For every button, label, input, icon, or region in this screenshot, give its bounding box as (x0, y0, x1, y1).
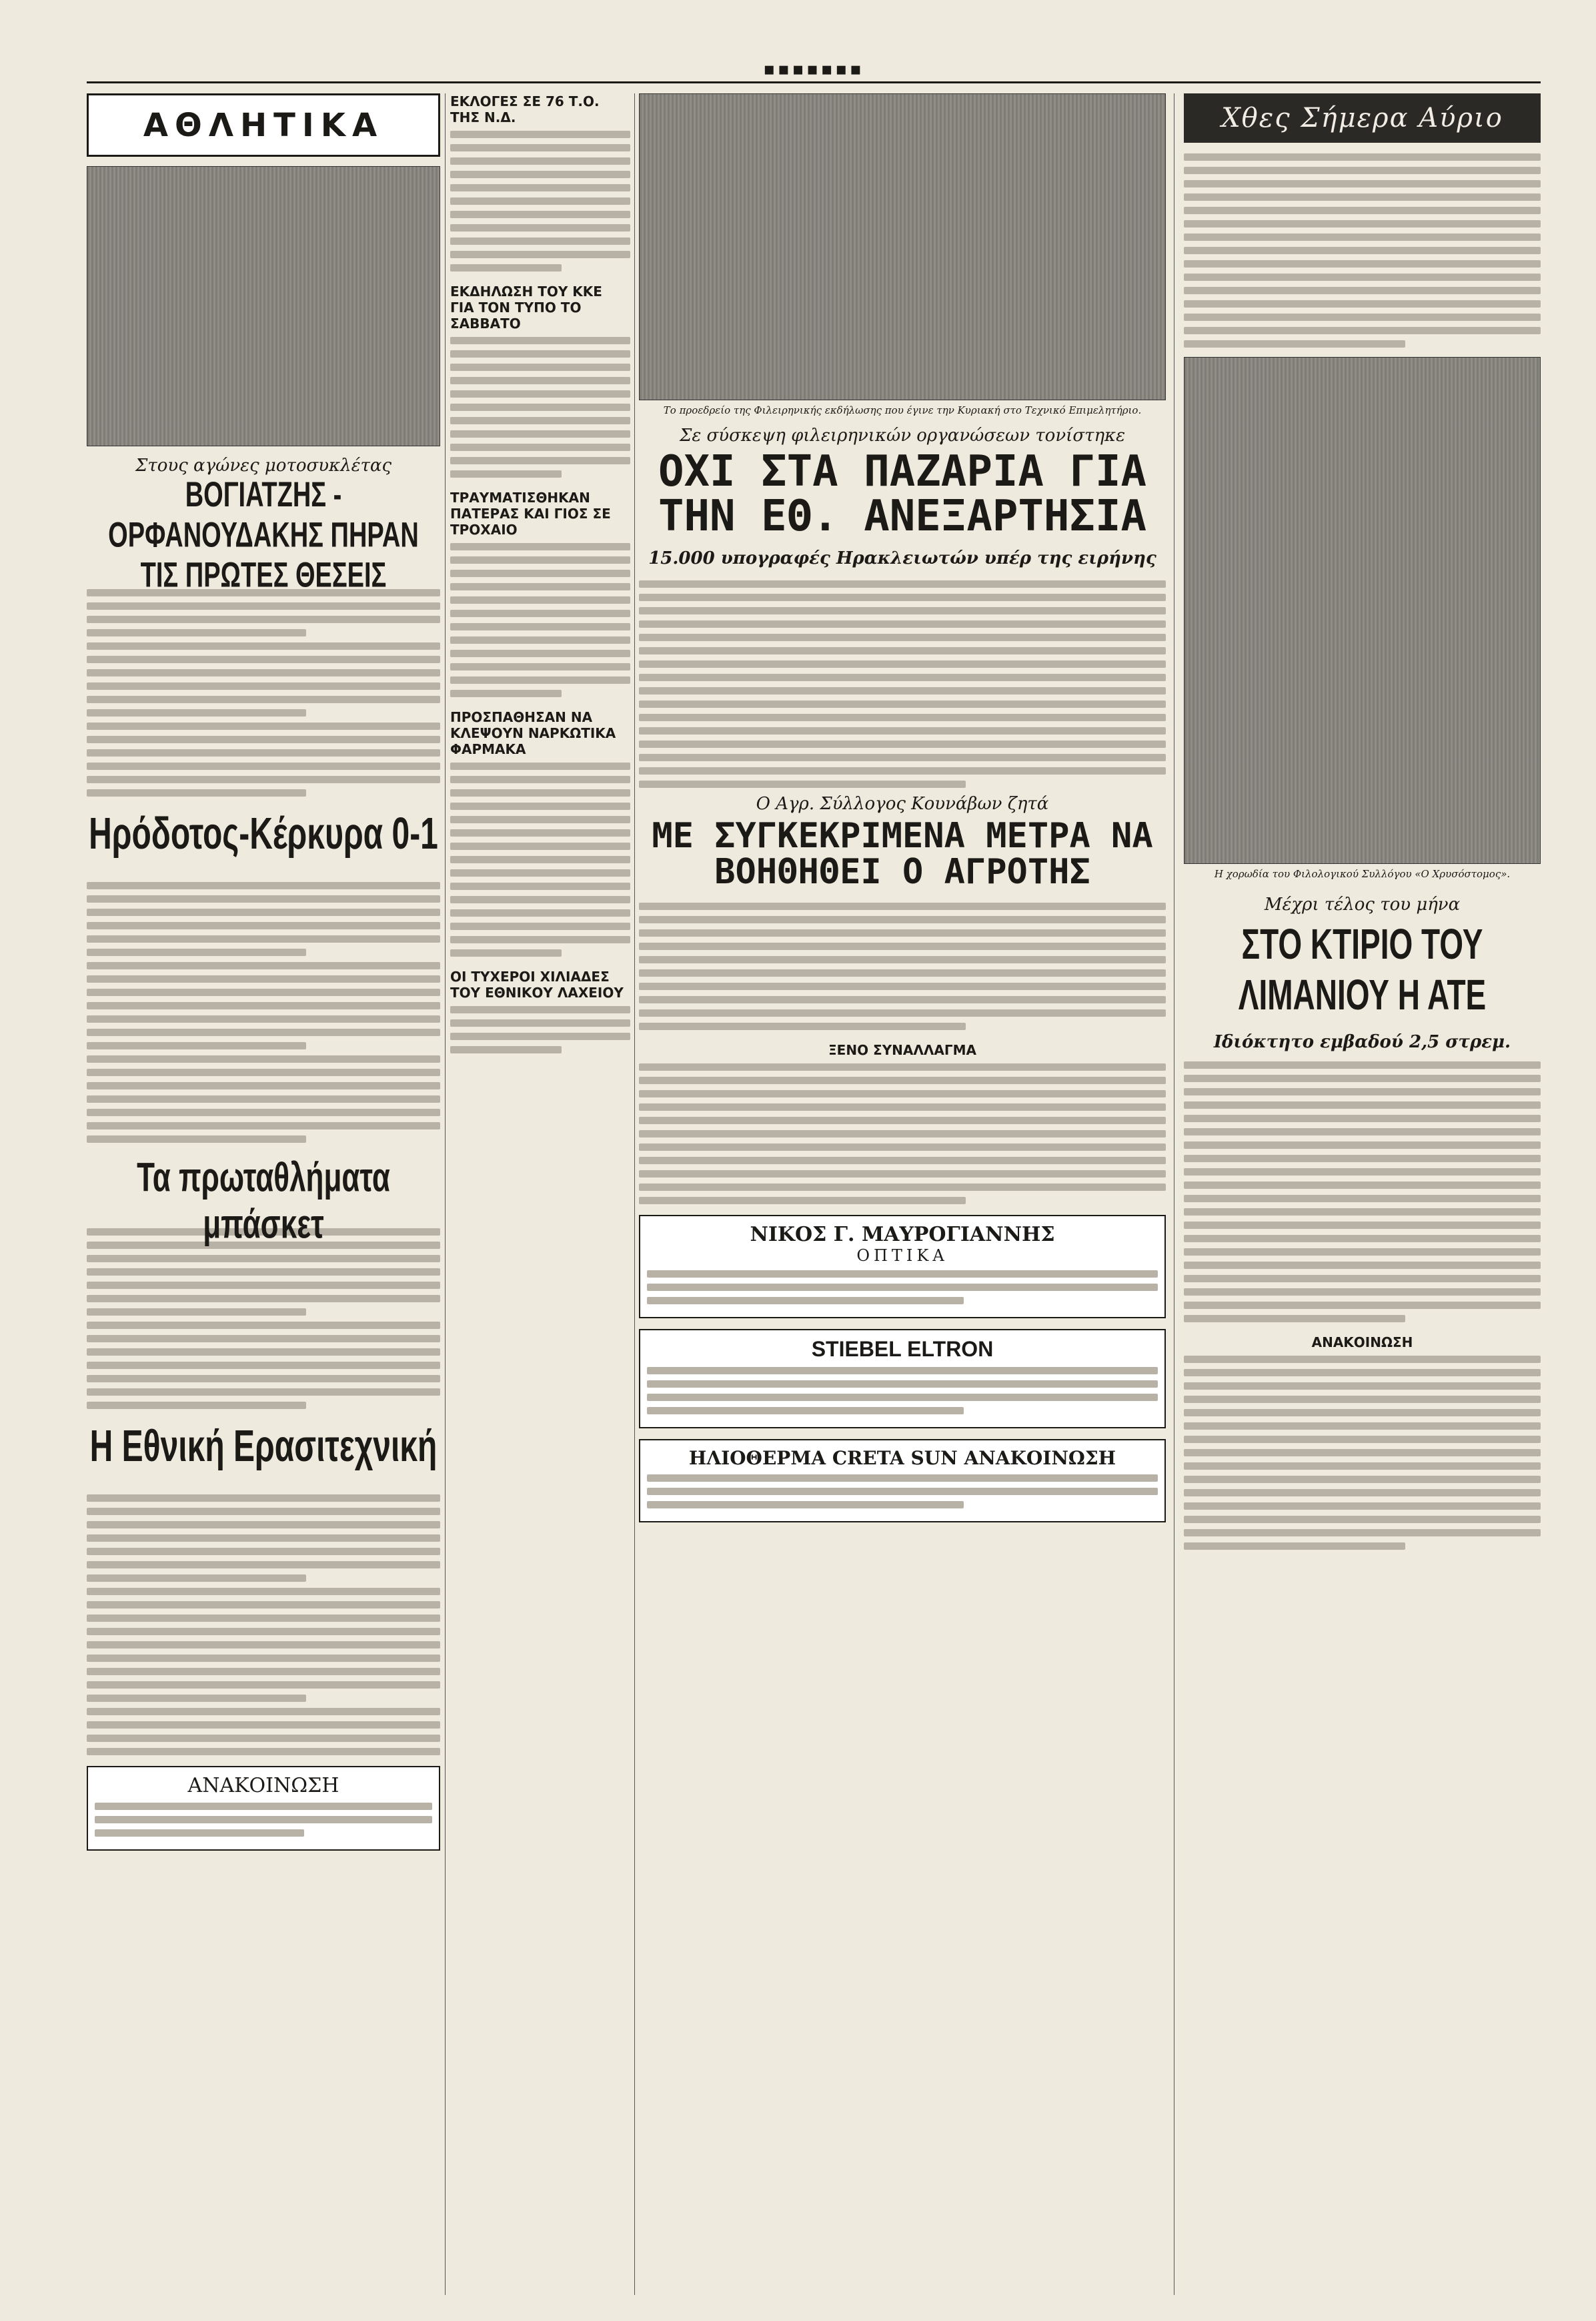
article-kicker: Σε σύσκεψη φιλειρηνικών οργανώσεων τονίστηκε (679, 425, 1126, 446)
column-local (1184, 93, 1541, 1556)
motorcycle-race-photo (87, 166, 440, 446)
notice-body (1184, 1356, 1541, 1550)
article-body (87, 1494, 440, 1755)
article-body (450, 131, 630, 272)
article-kicker: Μέχρι τέλος του μήνα (1264, 894, 1461, 915)
column-rule (634, 93, 635, 2295)
article-body (450, 1006, 630, 1053)
article-headline: Η Εθνική Ερασιτεχνική (89, 1422, 438, 1472)
article-headline: ΜΕ ΣΥΓΚΕΚΡΙΜΕΝΑ ΜΕΤΡΑ ΝΑ ΒΟΗΘΗΘΕΙ Ο ΑΓΡΟΤΗΣ (652, 815, 1153, 893)
main-headline: ΟΧΙ ΣΤΑ ΠΑΖΑΡΙΑ ΓΙΑ ΤΗΝ ΕΘ. ΑΝΕΞΑΡΤΗΣΙΑ (658, 446, 1147, 541)
column-rule (445, 93, 446, 2295)
article-body (639, 903, 1166, 1030)
choir-photo (1184, 357, 1541, 864)
fx-table (639, 1063, 1166, 1204)
article-body (1184, 153, 1541, 348)
masthead (87, 59, 1541, 83)
article-headline: ΠΡΟΣΠΑΘΗΣΑΝ ΝΑ ΚΛΕΨΟΥΝ ΝΑΡΚΩΤΙΚΑ ΦΑΡΜΑΚΑ (450, 709, 616, 757)
article-headline: ΕΚΔΗΛΩΣΗ ΤΟΥ ΚΚΕ ΓΙΑ ΤΟΝ ΤΥΠΟ ΤΟ ΣΑΒΒΑΤΟ (450, 284, 602, 332)
column-sports (87, 93, 440, 1851)
article-headline: ΤΡΑΥΜΑΤΙΣΘΗΚΑΝ ΠΑΤΕΡΑΣ ΚΑΙ ΓΙΟΣ ΣΕ ΤΡΟΧΑΙΟ (450, 490, 611, 538)
column-news (450, 93, 630, 1059)
article-kicker: Στους αγώνες μοτοσυκλέτας (135, 456, 392, 476)
article-body (450, 763, 630, 957)
ad-stiebel (639, 1329, 1166, 1428)
article-subhead: 15.000 υπογραφές Ηρακλειωτών υπέρ της ειρήνης (648, 548, 1156, 568)
article-headline: ΕΚΛΟΓΕΣ ΣΕ 76 Τ.Ο. ΤΗΣ Ν.Δ. (450, 93, 600, 125)
photo-caption: Το προεδρείο της Φιλειρηνικής εκδήλωσης που έγινε την Κυριακή στο Τεχνικό Επιμελητήριο. (663, 404, 1142, 416)
article-body (87, 1228, 440, 1409)
article-headline: Τα πρωταθλήματα μπάσκετ (137, 1155, 390, 1248)
article-headline: ΣΤΟ ΚΤΙΡΙΟ ΤΟΥ ΛΙΜΑΝΙΟΥ Η ΑΤΕ (1238, 919, 1487, 1019)
notice-title: ΑΝΑΚΟΙΝΩΣΗ (187, 1774, 339, 1797)
article-body (87, 882, 440, 1143)
article-headline: ΒΟΓΙΑΤΖΗΣ - ΟΡΦΑΝΟΥΔΑΚΗΣ ΠΗΡΑΝ ΤΙΣ ΠΡΩΤΕΣ ΘΕΣΕΙΣ (108, 476, 419, 596)
article-headline: Ηρόδοτος-Κέρκυρα 0-1 (89, 809, 438, 859)
article-headline: ΟΙ ΤΥΧΕΡΟΙ ΧΙΛΙΑΔΕΣ ΤΟΥ ΕΘΝΙΚΟΥ ΛΑΧΕΙΟΥ (450, 969, 624, 1001)
section-banner-sports: ΑΘΛΗΤΙΚΑ (87, 93, 440, 157)
ad-name: ΝΙΚΟΣ Γ. ΜΑΥΡΟΓΙΑΝΝΗΣ (750, 1223, 1055, 1247)
fx-table-title: ΞΕΝΟ ΣΥΝΑΛΛΑΓΜΑ (828, 1042, 976, 1059)
article-body (639, 580, 1166, 788)
notice-box (87, 1766, 440, 1851)
section-banner: Χθες Σήμερα Αύριο (1184, 93, 1541, 143)
article-body (450, 337, 630, 478)
article-body (87, 589, 440, 797)
article-body (1184, 1061, 1541, 1322)
notice-title: ΑΝΑΚΟΙΝΩΣΗ (1311, 1334, 1413, 1350)
article-body (450, 543, 630, 697)
peace-event-photo (639, 93, 1166, 400)
masthead-logo: ▪▪▪▪▪▪▪ (763, 59, 864, 79)
ad-name: ΗΛΙΟΘΕΡΜΑ CRETA SUN ΑΝΑΚΟΙΝΩΣΗ (688, 1447, 1116, 1470)
ad-name: STIEBEL ELTRON (811, 1337, 994, 1362)
column-main (639, 93, 1166, 1522)
article-subhead: Ιδιόκτητο εμβαδού 2,5 στρεμ. (1213, 1031, 1511, 1052)
photo-caption: Η χορωδία του Φιλολογικού Συλλόγου «Ο Χρυσόστομος». (1214, 868, 1511, 880)
ad-optika (639, 1215, 1166, 1318)
article-kicker: Ο Αγρ. Σύλλογος Κουνάβων ζητά (756, 793, 1049, 814)
ad-type: ΟΠΤΙΚΑ (856, 1246, 948, 1266)
ad-solar (639, 1439, 1166, 1522)
